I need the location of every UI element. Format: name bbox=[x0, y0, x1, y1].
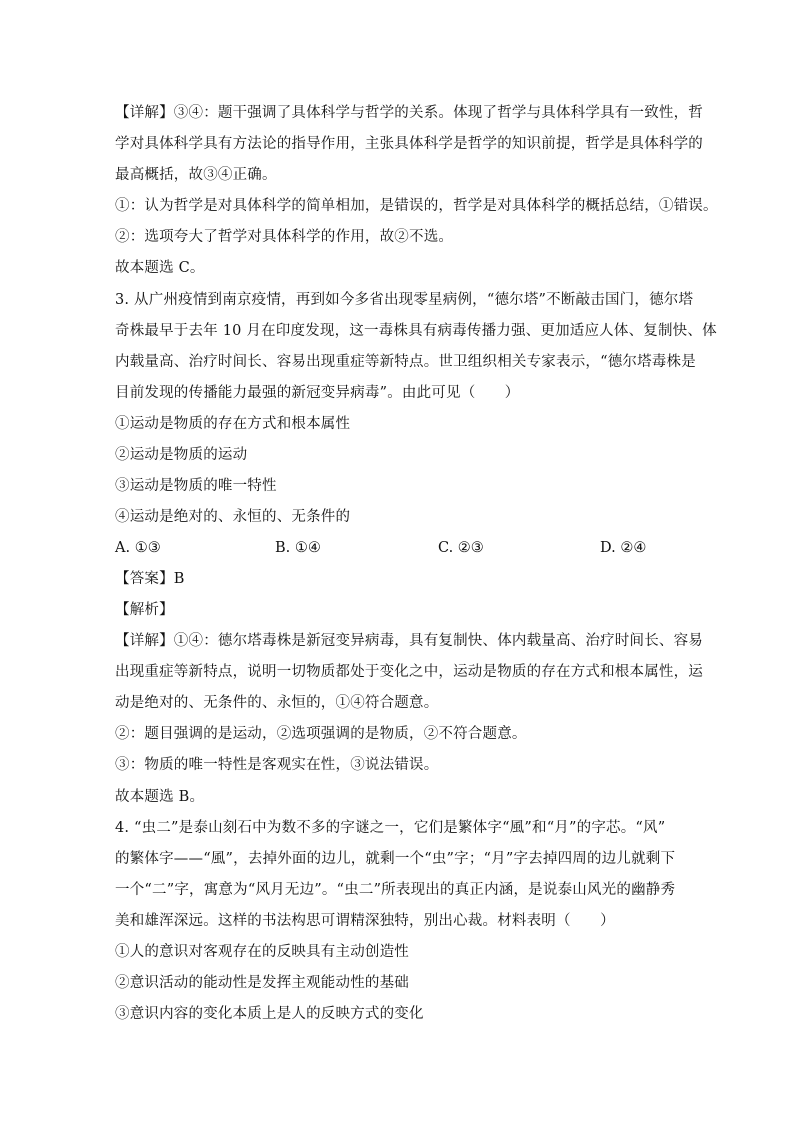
q3-statement: ③运动是物质的唯一特性 bbox=[115, 478, 277, 494]
q3-analysis-label: 【解析】 bbox=[115, 602, 174, 618]
q4-statement: ③意识内容的变化本质上是人的反映方式的变化 bbox=[115, 1006, 424, 1022]
q3-detail-line: ③：物质的唯一特性是客观实在性，③说法错误。 bbox=[115, 757, 439, 773]
q3-answer: 【答案】B bbox=[115, 571, 185, 587]
q3-option-b: B. ①④ bbox=[275, 540, 321, 556]
q3-stem-line: 内载量高、治疗时间长、容易出现重症等新特点。世卫组织相关专家表示，“德尔塔毒株是 bbox=[115, 354, 696, 370]
q3-detail-line: 动是绝对的、无条件的、永恒的，①④符合题意。 bbox=[115, 695, 439, 711]
q4-stem-line: 一个“二”字，寓意为“风月无边”。“虫二”所表现出的真正内涵，是说泰山风光的幽静秀 bbox=[115, 882, 676, 898]
q3-detail-line: 出现重症等新特点，说明一切物质都处于变化之中，运动是物质的存在方式和根本属性，运 bbox=[115, 664, 703, 680]
q2-detail-line: ①：认为哲学是对具体科学的简单相加，是错误的，哲学是对具体科学的概括总结，①错误。 bbox=[115, 198, 718, 214]
q3-statement: ①运动是物质的存在方式和根本属性 bbox=[115, 416, 351, 432]
q4-stem-line: 的繁体字——“風”，去掉外面的边儿，就剩一个“虫”字；“月”字去掉四周的边儿就剩下 bbox=[115, 851, 676, 867]
q3-stem-line: 奇株最早于去年 10 月在印度发现，这一毒株具有病毒传播力强、更加适应人体、复制快、体 bbox=[115, 323, 717, 339]
q3-stem-line: 3. 从广州疫情到南京疫情，再到如今多省出现零星病例，“德尔塔”不断敲击国门，德尔塔 bbox=[115, 292, 694, 308]
q2-conclusion: 故本题选 C。 bbox=[115, 260, 205, 276]
q4-statement: ①人的意识对客观存在的反映具有主动创造性 bbox=[115, 944, 409, 960]
q2-detail-line: ②：选项夸大了哲学对具体科学的作用，故②不选。 bbox=[115, 229, 454, 245]
q4-statement: ②意识活动的能动性是发挥主观能动性的基础 bbox=[115, 975, 409, 991]
q2-detail-line: 最高概括，故③④正确。 bbox=[115, 167, 277, 183]
q3-statement: ④运动是绝对的、永恒的、无条件的 bbox=[115, 509, 351, 525]
q3-option-a: A. ①③ bbox=[115, 540, 161, 556]
q3-conclusion: 故本题选 B。 bbox=[115, 789, 205, 805]
q3-option-d: D. ②④ bbox=[600, 540, 647, 556]
q3-option-c: C. ②③ bbox=[438, 540, 484, 556]
q3-stem-line: 目前发现的传播能力最强的新冠变异病毒”。由此可见（ ） bbox=[115, 385, 520, 401]
q4-stem-line: 4. “虫二”是泰山刻石中为数不多的字谜之一，它们是繁体字“風”和“月”的字芯。“风” bbox=[115, 820, 666, 836]
q2-detail-line: 【详解】③④：题干强调了具体科学与哲学的关系。体现了哲学与具体科学具有一致性，哲 bbox=[115, 105, 703, 121]
q2-detail-line: 学对具体科学具有方法论的指导作用，主张具体科学是哲学的知识前提，哲学是具体科学的 bbox=[115, 136, 703, 152]
q3-statement: ②运动是物质的运动 bbox=[115, 447, 248, 463]
q3-detail-line: ②：题目强调的是运动，②选项强调的是物质，②不符合题意。 bbox=[115, 726, 527, 742]
q3-detail-line: 【详解】①④：德尔塔毒株是新冠变异病毒，具有复制快、体内载量高、治疗时间长、容易 bbox=[115, 633, 703, 649]
q4-stem-line: 美和雄浑深远。这样的书法构思可谓精深独特，别出心裁。材料表明（ ） bbox=[115, 913, 615, 929]
